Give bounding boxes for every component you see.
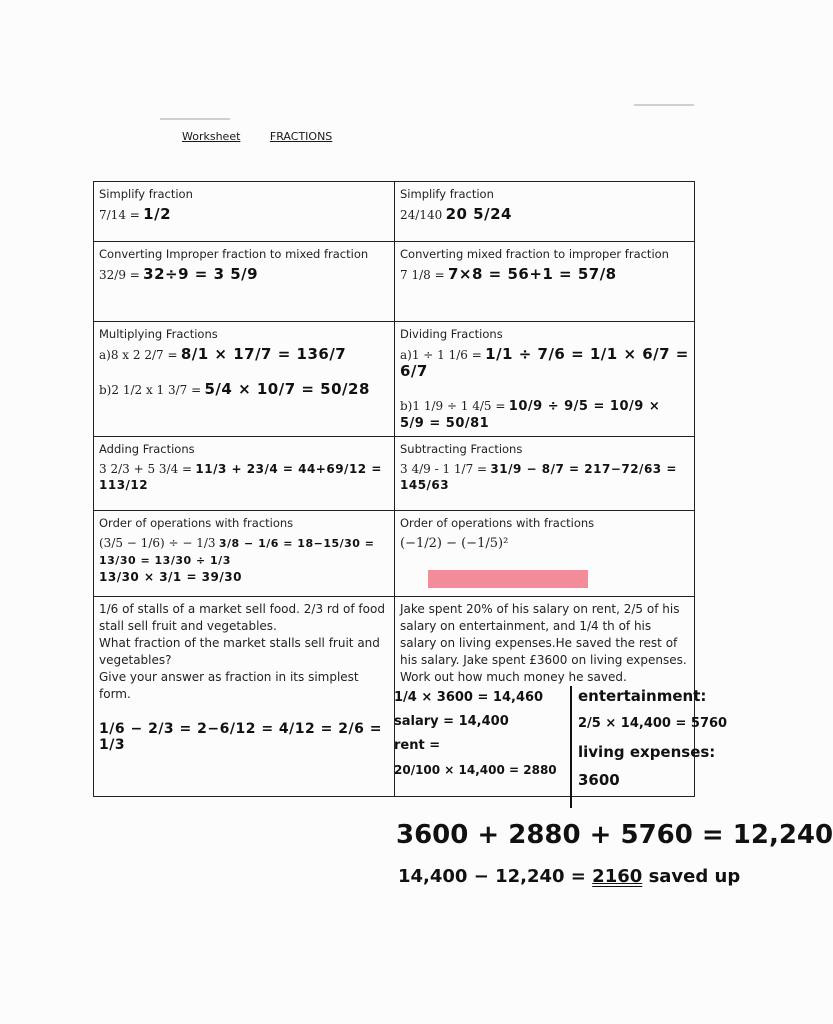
scan-mark bbox=[634, 104, 694, 106]
saved-suffix: saved up bbox=[648, 866, 741, 887]
cell-adding bbox=[94, 437, 395, 511]
question-text: 3 4/9 - 1 1/7 = bbox=[400, 462, 488, 476]
total-expenses-line: 3600 + 2880 + 5760 = 12,240 bbox=[396, 820, 833, 850]
saved-line bbox=[398, 866, 740, 887]
handwritten-answer: 11/3 + 23/4 = 44+69/12 = 113/12 bbox=[99, 462, 382, 492]
handwritten-answer: 8/1 × 17/7 = 136/7 bbox=[180, 345, 347, 363]
table-row bbox=[94, 182, 695, 242]
cell-simplify-left bbox=[94, 182, 395, 242]
handwritten-answer: 20 5/24 bbox=[445, 205, 512, 223]
saved-prefix: 14,400 − 12,240 = bbox=[398, 866, 586, 887]
cell-order-ops-left bbox=[94, 511, 395, 597]
problem-text: Work out how much money he saved. bbox=[400, 670, 627, 684]
cell-label: Multiplying Fractions bbox=[99, 327, 218, 341]
cell-label: Converting mixed fraction to improper fraction bbox=[400, 247, 669, 261]
saved-value: 2160 bbox=[592, 866, 643, 887]
handwritten-answer: 32÷9 = 3 5/9 bbox=[143, 265, 259, 283]
highlighter-mark bbox=[428, 570, 588, 588]
cell-label: Simplify fraction bbox=[99, 187, 193, 201]
handwritten-answer: 1/1 ÷ 7/6 = 1/1 × 6/7 = 6/7 bbox=[400, 345, 689, 380]
cell-label: Simplify fraction bbox=[400, 187, 494, 201]
handwritten-answer: 7×8 = 56+1 = 57/8 bbox=[447, 265, 617, 283]
handwritten-answer: 10/9 ÷ 9/5 = 10/9 × 5/9 = 50/81 bbox=[400, 399, 661, 431]
question-text: 24/140 bbox=[400, 208, 443, 222]
handwritten-line: salary = 14,400 bbox=[394, 714, 509, 729]
cell-improper-to-mixed bbox=[94, 242, 395, 322]
jake-work-left bbox=[394, 686, 564, 782]
question-text: 32/9 = bbox=[99, 268, 140, 282]
cell-label: Adding Fractions bbox=[99, 442, 195, 456]
cell-order-ops-right bbox=[395, 511, 695, 597]
question-text: b)2 1/2 x 1 3/7 = bbox=[99, 383, 202, 397]
cell-market-stalls-problem bbox=[94, 597, 395, 797]
cell-mixed-to-improper bbox=[395, 242, 695, 322]
question-text: 7/14 = bbox=[99, 208, 140, 222]
handwritten-line: 2/5 × 14,400 = 5760 bbox=[578, 716, 728, 731]
jake-work-right bbox=[578, 682, 758, 794]
cell-subtracting bbox=[395, 437, 695, 511]
worksheet-title bbox=[182, 130, 332, 143]
question-text: b)1 1/9 ÷ 1 4/5 = bbox=[400, 399, 506, 413]
cell-label: Converting Improper fraction to mixed fraction bbox=[99, 247, 369, 261]
cell-simplify-right bbox=[395, 182, 695, 242]
handwritten-answer: 3/8 − 1/6 = 18−15/30 = 13/30 = 13/30 ÷ 1/3 bbox=[99, 537, 375, 567]
problem-text: Give your answer as fraction in its simplest form. bbox=[99, 670, 359, 701]
scan-mark bbox=[160, 118, 230, 120]
cell-multiplying bbox=[94, 322, 395, 437]
handwritten-answer: 31/9 − 8/7 = 217−72/63 = 145/63 bbox=[400, 462, 677, 492]
handwritten-line: living expenses: bbox=[578, 743, 716, 761]
question-text: (−1/2) − (−1/5)² bbox=[400, 536, 509, 551]
cell-label: Subtracting Fractions bbox=[400, 442, 523, 456]
problem-text: Jake spent 20% of his salary on rent, 2/5 of his salary on entertainment, and 1/4 th of his salary on living expenses.He saved the rest of his salary. Jake spent £3600 on living expenses. bbox=[400, 602, 687, 667]
handwritten-answer: 13/30 × 3/1 = 39/30 bbox=[99, 570, 242, 584]
cell-dividing bbox=[395, 322, 695, 437]
table-row bbox=[94, 511, 695, 597]
cell-label: Order of operations with fractions bbox=[400, 516, 595, 530]
handwritten-line: 20/100 × 14,400 = 2880 bbox=[394, 763, 557, 777]
problem-text: What fraction of the market stalls sell fruit and vegetables? bbox=[99, 636, 380, 667]
title-fractions: FRACTIONS bbox=[269, 130, 333, 143]
handwritten-line: 3600 bbox=[578, 771, 620, 789]
handwritten-line: entertainment: bbox=[578, 687, 707, 705]
handwritten-line: 1/4 × 3600 = 14,460 bbox=[394, 690, 544, 705]
title-worksheet: Worksheet bbox=[182, 130, 241, 143]
question-text: 7 1/8 = bbox=[400, 268, 445, 282]
question-text: (3/5 − 1/6) ÷ − 1/3 bbox=[99, 536, 216, 550]
cell-label: Order of operations with fractions bbox=[99, 516, 294, 530]
divider-line bbox=[570, 686, 572, 808]
table-row bbox=[94, 322, 695, 437]
handwritten-answer: 1/6 − 2/3 = 2−6/12 = 4/12 = 2/6 = 1/3 bbox=[99, 721, 382, 753]
table-row bbox=[94, 437, 695, 511]
handwritten-answer: 5/4 × 10/7 = 50/28 bbox=[204, 380, 370, 398]
question-text: a)8 x 2 2/7 = bbox=[99, 348, 178, 362]
cell-label: Dividing Fractions bbox=[400, 327, 503, 341]
table-row bbox=[94, 242, 695, 322]
handwritten-answer: 1/2 bbox=[143, 205, 172, 223]
handwritten-line: rent = bbox=[394, 738, 441, 753]
question-text: a)1 ÷ 1 1/6 = bbox=[400, 348, 482, 362]
problem-text: 1/6 of stalls of a market sell food. 2/3 rd of food stall sell fruit and vegetables. bbox=[99, 602, 385, 633]
question-text: 3 2/3 + 5 3/4 = bbox=[99, 462, 193, 476]
